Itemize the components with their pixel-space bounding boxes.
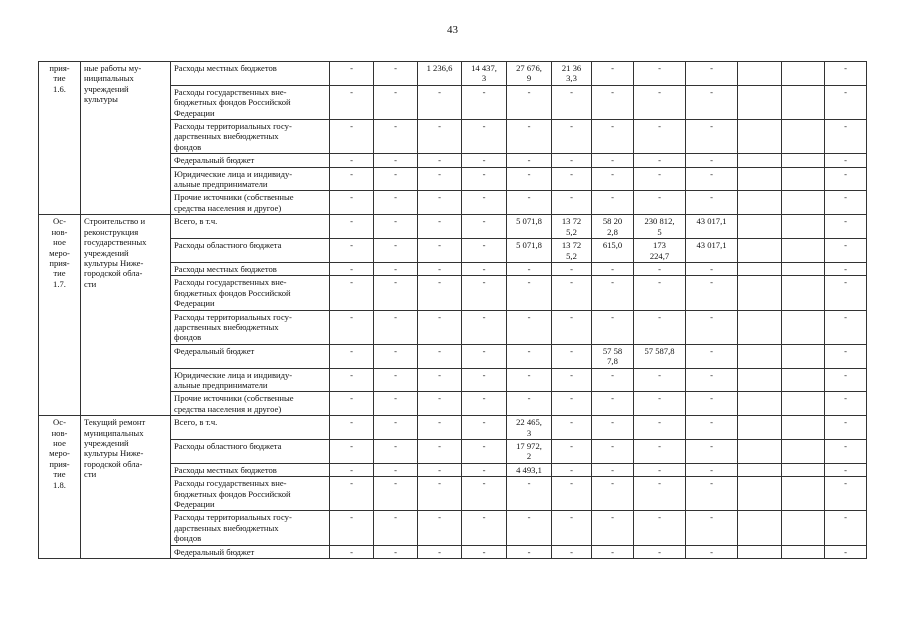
value-cell: -	[552, 416, 592, 440]
value-cell	[738, 463, 782, 476]
value-cell: -	[374, 167, 418, 191]
value-cell: -	[825, 62, 867, 86]
value-cell: -	[825, 463, 867, 476]
value-cell: 43 017,1	[686, 239, 738, 263]
value-cell: -	[686, 154, 738, 167]
value-cell: -	[374, 344, 418, 368]
value-cell: -	[552, 344, 592, 368]
table-row	[39, 62, 867, 86]
value-cell: -	[374, 239, 418, 263]
value-cell	[782, 85, 825, 119]
value-cell: -	[330, 463, 374, 476]
measure-number-cell: Ос- нов- ное меро- прия- тие 1.7.	[39, 215, 81, 416]
value-cell: -	[825, 344, 867, 368]
value-cell: -	[374, 511, 418, 545]
value-cell: -	[686, 440, 738, 464]
value-cell: -	[418, 440, 462, 464]
value-cell: -	[552, 262, 592, 275]
value-cell: -	[552, 477, 592, 511]
value-cell: -	[825, 191, 867, 215]
value-cell: -	[330, 215, 374, 239]
value-cell	[738, 85, 782, 119]
value-cell: -	[552, 463, 592, 476]
value-cell: -	[686, 344, 738, 368]
funding-source-cell: Расходы местных бюджетов	[171, 262, 330, 275]
value-cell: -	[592, 167, 634, 191]
value-cell: -	[825, 310, 867, 344]
value-cell: -	[462, 511, 507, 545]
measure-name-cell: ные работы му- ниципальных учреждений культуры	[81, 62, 171, 215]
value-cell: -	[686, 310, 738, 344]
value-cell	[738, 154, 782, 167]
value-cell: -	[634, 167, 686, 191]
value-cell: -	[462, 392, 507, 416]
value-cell: -	[374, 215, 418, 239]
value-cell: -	[330, 167, 374, 191]
value-cell: -	[592, 477, 634, 511]
value-cell: -	[374, 416, 418, 440]
value-cell: -	[374, 120, 418, 154]
value-cell	[738, 62, 782, 86]
value-cell: -	[330, 392, 374, 416]
value-cell: -	[330, 62, 374, 86]
value-cell	[738, 310, 782, 344]
value-cell: -	[552, 511, 592, 545]
funding-source-cell: Федеральный бюджет	[171, 344, 330, 368]
value-cell: -	[686, 392, 738, 416]
funding-source-cell: Расходы государственных вне- бюджетных фондов Российской Федерации	[171, 276, 330, 310]
value-cell: -	[507, 191, 552, 215]
value-cell: -	[634, 511, 686, 545]
value-cell: -	[507, 477, 552, 511]
value-cell: -	[374, 62, 418, 86]
value-cell: -	[330, 239, 374, 263]
value-cell	[738, 239, 782, 263]
funding-source-cell: Расходы государственных вне- бюджетных фондов Российской Федерации	[171, 85, 330, 119]
value-cell	[782, 545, 825, 558]
value-cell	[738, 276, 782, 310]
value-cell: -	[330, 344, 374, 368]
value-cell: -	[634, 191, 686, 215]
value-cell	[738, 511, 782, 545]
value-cell	[782, 416, 825, 440]
value-cell: -	[592, 262, 634, 275]
value-cell: -	[330, 477, 374, 511]
value-cell	[738, 215, 782, 239]
value-cell: -	[330, 276, 374, 310]
value-cell: -	[825, 276, 867, 310]
funding-source-cell: Расходы областного бюджета	[171, 239, 330, 263]
value-cell	[782, 477, 825, 511]
value-cell: -	[418, 310, 462, 344]
value-cell	[782, 239, 825, 263]
value-cell: -	[592, 440, 634, 464]
value-cell: -	[825, 545, 867, 558]
value-cell: -	[418, 167, 462, 191]
value-cell: -	[374, 463, 418, 476]
value-cell: -	[634, 85, 686, 119]
value-cell: -	[418, 215, 462, 239]
funding-source-cell: Расходы территориальных госу- дарственных внебюджетных фондов	[171, 511, 330, 545]
value-cell: -	[634, 392, 686, 416]
value-cell	[782, 262, 825, 275]
value-cell: -	[462, 215, 507, 239]
value-cell: -	[552, 368, 592, 392]
funding-source-cell: Расходы территориальных госу- дарственных внебюджетных фондов	[171, 310, 330, 344]
value-cell: -	[507, 276, 552, 310]
table-body	[39, 62, 867, 559]
value-cell: -	[418, 511, 462, 545]
value-cell: -	[418, 239, 462, 263]
value-cell: -	[462, 440, 507, 464]
value-cell: -	[634, 545, 686, 558]
value-cell: -	[374, 276, 418, 310]
value-cell: -	[825, 262, 867, 275]
value-cell: -	[634, 62, 686, 86]
value-cell: -	[592, 62, 634, 86]
value-cell: -	[374, 545, 418, 558]
funding-source-cell: Расходы местных бюджетов	[171, 62, 330, 86]
value-cell: -	[634, 310, 686, 344]
value-cell: -	[825, 167, 867, 191]
value-cell: -	[592, 368, 634, 392]
value-cell	[782, 154, 825, 167]
value-cell: -	[418, 368, 462, 392]
value-cell: -	[374, 477, 418, 511]
value-cell: -	[330, 511, 374, 545]
value-cell: 22 465, 3	[507, 416, 552, 440]
value-cell: -	[686, 511, 738, 545]
value-cell: 615,0	[592, 239, 634, 263]
value-cell: -	[462, 120, 507, 154]
value-cell: -	[634, 477, 686, 511]
value-cell	[782, 511, 825, 545]
value-cell: -	[462, 545, 507, 558]
value-cell: -	[634, 120, 686, 154]
value-cell: -	[825, 511, 867, 545]
value-cell: -	[462, 167, 507, 191]
value-cell: -	[374, 310, 418, 344]
value-cell	[782, 392, 825, 416]
value-cell: -	[825, 120, 867, 154]
budget-table	[38, 61, 867, 559]
value-cell	[782, 440, 825, 464]
value-cell: -	[552, 392, 592, 416]
value-cell: -	[507, 511, 552, 545]
value-cell: -	[330, 440, 374, 464]
value-cell: -	[462, 191, 507, 215]
value-cell: -	[592, 463, 634, 476]
funding-source-cell: Всего, в т.ч.	[171, 416, 330, 440]
value-cell: -	[462, 477, 507, 511]
value-cell: -	[686, 545, 738, 558]
value-cell: -	[686, 368, 738, 392]
funding-source-cell: Юридические лица и индивиду- альные предприниматели	[171, 368, 330, 392]
value-cell	[738, 477, 782, 511]
value-cell: -	[507, 120, 552, 154]
value-cell: -	[592, 310, 634, 344]
value-cell: -	[552, 120, 592, 154]
funding-source-cell: Всего, в т.ч.	[171, 215, 330, 239]
value-cell: -	[462, 416, 507, 440]
value-cell: -	[552, 154, 592, 167]
value-cell: -	[330, 85, 374, 119]
value-cell: -	[418, 262, 462, 275]
value-cell: -	[825, 368, 867, 392]
value-cell: -	[330, 120, 374, 154]
value-cell: -	[634, 154, 686, 167]
value-cell: -	[825, 85, 867, 119]
value-cell	[738, 440, 782, 464]
value-cell: -	[592, 545, 634, 558]
funding-source-cell: Расходы местных бюджетов	[171, 463, 330, 476]
value-cell: -	[552, 310, 592, 344]
value-cell: -	[686, 120, 738, 154]
value-cell	[738, 191, 782, 215]
value-cell: -	[686, 167, 738, 191]
value-cell	[782, 62, 825, 86]
value-cell	[782, 463, 825, 476]
value-cell	[782, 167, 825, 191]
value-cell: -	[374, 154, 418, 167]
value-cell: -	[552, 545, 592, 558]
value-cell	[738, 344, 782, 368]
value-cell: -	[634, 368, 686, 392]
value-cell: -	[418, 463, 462, 476]
value-cell: -	[418, 416, 462, 440]
value-cell: -	[825, 477, 867, 511]
measure-number-cell: Ос- нов- ное меро- прия- тие 1.8.	[39, 416, 81, 559]
value-cell: -	[330, 416, 374, 440]
value-cell: -	[686, 262, 738, 275]
value-cell: -	[462, 154, 507, 167]
value-cell: -	[634, 463, 686, 476]
value-cell: -	[552, 167, 592, 191]
value-cell: -	[330, 154, 374, 167]
value-cell: 230 812, 5	[634, 215, 686, 239]
value-cell: -	[330, 262, 374, 275]
value-cell: -	[552, 85, 592, 119]
value-cell: -	[330, 310, 374, 344]
value-cell	[738, 392, 782, 416]
value-cell: -	[825, 239, 867, 263]
value-cell: -	[686, 416, 738, 440]
value-cell: 57 58 7,8	[592, 344, 634, 368]
value-cell: -	[592, 191, 634, 215]
value-cell: 14 437, 3	[462, 62, 507, 86]
value-cell: -	[686, 85, 738, 119]
value-cell: -	[418, 191, 462, 215]
value-cell	[738, 545, 782, 558]
value-cell	[782, 310, 825, 344]
value-cell: -	[686, 276, 738, 310]
value-cell	[738, 167, 782, 191]
value-cell	[782, 191, 825, 215]
value-cell: -	[462, 276, 507, 310]
value-cell	[782, 215, 825, 239]
value-cell: -	[462, 310, 507, 344]
value-cell: -	[552, 276, 592, 310]
value-cell: -	[507, 154, 552, 167]
value-cell: -	[592, 276, 634, 310]
value-cell: 58 20 2,8	[592, 215, 634, 239]
value-cell: -	[634, 262, 686, 275]
page-number: 43	[447, 24, 458, 36]
value-cell: 173 224,7	[634, 239, 686, 263]
value-cell: -	[825, 215, 867, 239]
value-cell: -	[507, 85, 552, 119]
value-cell: 13 72 5,2	[552, 239, 592, 263]
value-cell: -	[374, 191, 418, 215]
value-cell	[782, 276, 825, 310]
value-cell: -	[507, 368, 552, 392]
value-cell: 1 236,6	[418, 62, 462, 86]
value-cell: -	[686, 62, 738, 86]
value-cell: -	[634, 276, 686, 310]
value-cell: -	[330, 368, 374, 392]
value-cell: 4 493,1	[507, 463, 552, 476]
value-cell: -	[592, 511, 634, 545]
value-cell: -	[418, 344, 462, 368]
value-cell: -	[374, 368, 418, 392]
value-cell: -	[592, 154, 634, 167]
funding-source-cell: Федеральный бюджет	[171, 545, 330, 558]
funding-source-cell: Федеральный бюджет	[171, 154, 330, 167]
value-cell: -	[552, 191, 592, 215]
table-row	[39, 215, 867, 239]
value-cell: -	[634, 440, 686, 464]
value-cell: -	[686, 463, 738, 476]
value-cell: -	[418, 477, 462, 511]
value-cell: -	[374, 262, 418, 275]
value-cell: -	[825, 392, 867, 416]
value-cell: -	[462, 463, 507, 476]
value-cell: 57 587,8	[634, 344, 686, 368]
value-cell: -	[507, 262, 552, 275]
value-cell	[738, 416, 782, 440]
value-cell	[782, 120, 825, 154]
value-cell: -	[592, 392, 634, 416]
value-cell: -	[825, 154, 867, 167]
funding-source-cell: Юридические лица и индивиду- альные предприниматели	[171, 167, 330, 191]
value-cell: -	[418, 120, 462, 154]
value-cell: -	[462, 262, 507, 275]
value-cell: -	[374, 392, 418, 416]
measure-number-cell: прия- тие 1.6.	[39, 62, 81, 215]
value-cell	[782, 344, 825, 368]
value-cell: -	[462, 368, 507, 392]
value-cell: 5 071,8	[507, 215, 552, 239]
funding-source-cell: Расходы территориальных госу- дарственных внебюджетных фондов	[171, 120, 330, 154]
value-cell: -	[330, 191, 374, 215]
value-cell: 13 72 5,2	[552, 215, 592, 239]
value-cell: -	[592, 120, 634, 154]
value-cell: -	[686, 477, 738, 511]
value-cell: 27 676, 9	[507, 62, 552, 86]
measure-name-cell: Текущий ремонт муниципальных учреждений культуры Ниже- городской обла- сти	[81, 416, 171, 559]
value-cell	[782, 368, 825, 392]
value-cell: -	[552, 440, 592, 464]
value-cell: -	[418, 392, 462, 416]
value-cell: -	[592, 416, 634, 440]
value-cell: 5 071,8	[507, 239, 552, 263]
value-cell: -	[462, 239, 507, 263]
value-cell: -	[418, 545, 462, 558]
value-cell: -	[825, 416, 867, 440]
value-cell: -	[462, 344, 507, 368]
value-cell: -	[418, 276, 462, 310]
value-cell: -	[330, 545, 374, 558]
value-cell: 17 972, 2	[507, 440, 552, 464]
value-cell: -	[507, 310, 552, 344]
value-cell: 43 017,1	[686, 215, 738, 239]
value-cell: -	[592, 85, 634, 119]
value-cell: -	[686, 191, 738, 215]
funding-source-cell: Расходы государственных вне- бюджетных фондов Российской Федерации	[171, 477, 330, 511]
value-cell	[738, 262, 782, 275]
funding-source-cell: Расходы областного бюджета	[171, 440, 330, 464]
value-cell: -	[825, 440, 867, 464]
value-cell: -	[374, 85, 418, 119]
value-cell: -	[507, 392, 552, 416]
value-cell	[738, 120, 782, 154]
funding-source-cell: Прочие источники (собственные средства населения и другое)	[171, 392, 330, 416]
table-row	[39, 416, 867, 440]
value-cell: -	[418, 85, 462, 119]
value-cell: -	[507, 545, 552, 558]
funding-source-cell: Прочие источники (собственные средства населения и другое)	[171, 191, 330, 215]
value-cell: -	[634, 416, 686, 440]
value-cell: 21 36 3,3	[552, 62, 592, 86]
value-cell: -	[462, 85, 507, 119]
measure-name-cell: Строительство и реконструкция государственных учреждений культуры Ниже- городской обла- сти	[81, 215, 171, 416]
value-cell: -	[507, 344, 552, 368]
value-cell	[738, 368, 782, 392]
value-cell: -	[507, 167, 552, 191]
value-cell: -	[374, 440, 418, 464]
value-cell: -	[418, 154, 462, 167]
